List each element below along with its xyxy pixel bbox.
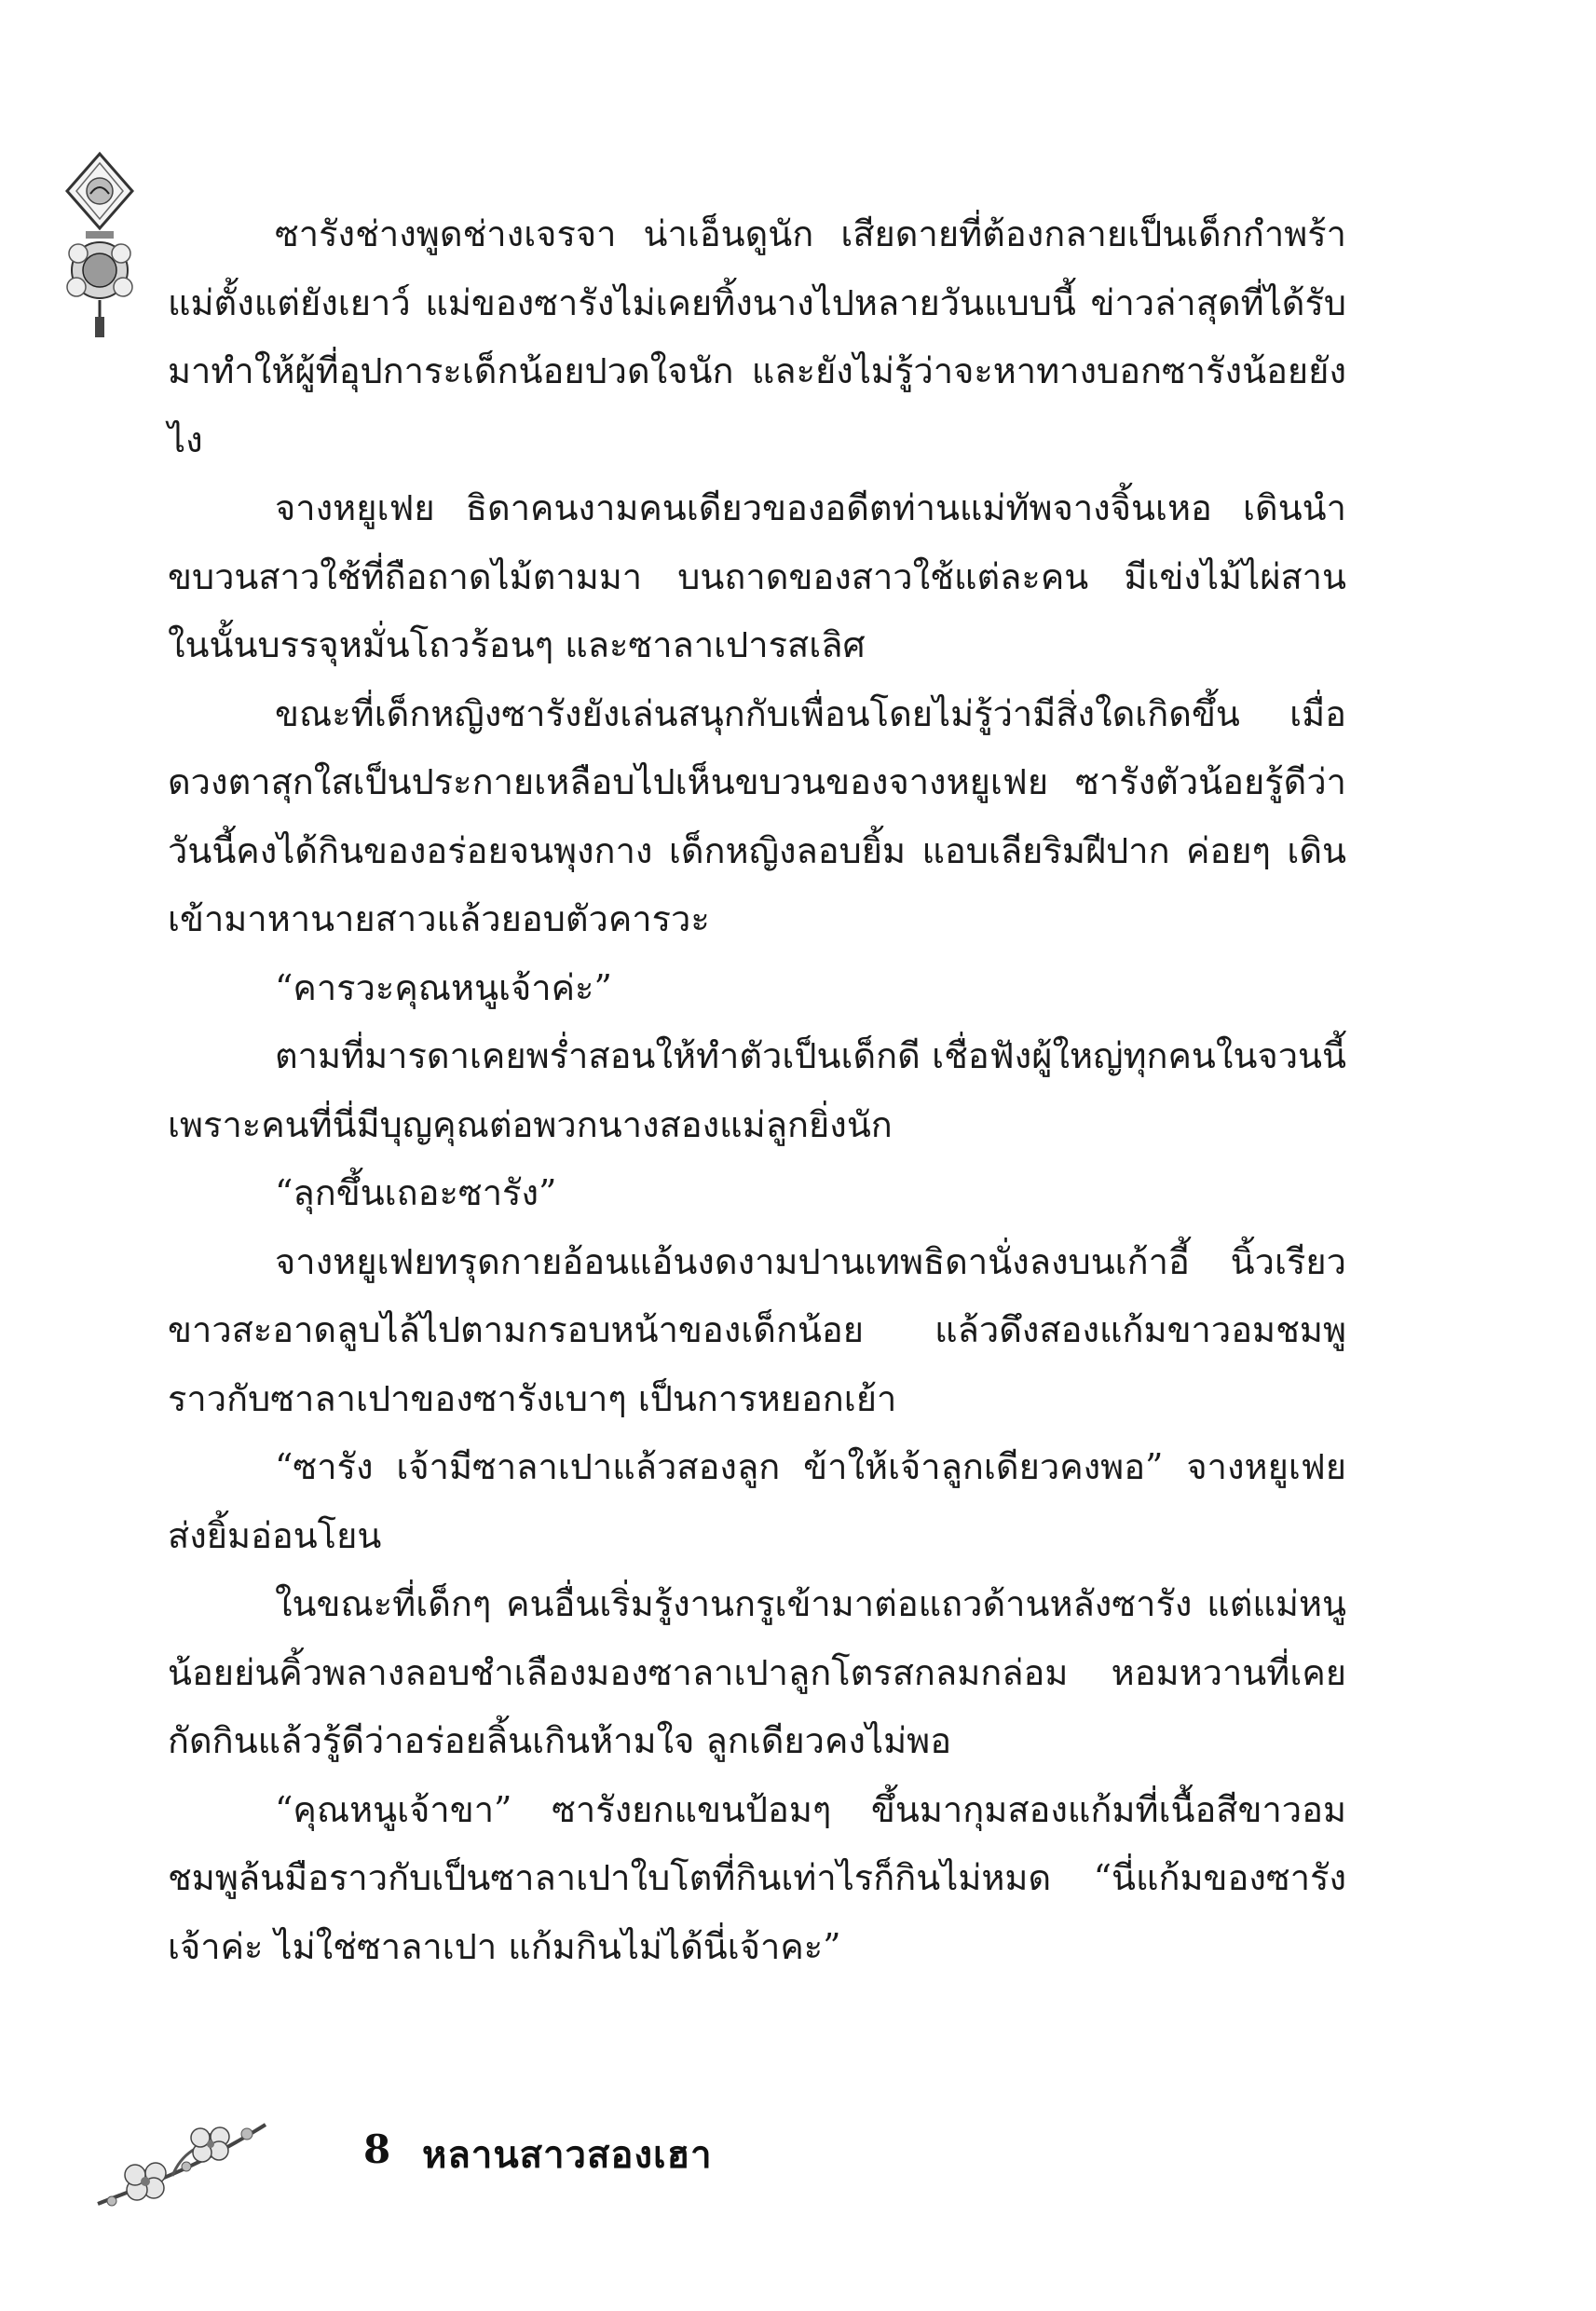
dialogue-line: “ซารัง เจ้ามีซาลาเปาแล้วสองลูก ข้าให้เจ้าลูกเดียวคงพอ” จางหยูเฟยส่งยิ้มอ่อนโยน [168, 1446, 1346, 1556]
decorative-chinese-charm-icon [58, 149, 142, 345]
book-title: หลานสาวสองเฮา [422, 2134, 713, 2177]
paragraph: ตามที่มารดาเคยพร่ำสอนให้ทำตัวเป็นเด็กดี เชื่อฟังผู้ใหญ่ทุกคนในจวนนี้ เพราะคนที่นี่มีบุญคุณต่อพวกนางสองแม่ลูกยิ่งนัก [168, 1035, 1346, 1145]
paragraph: ในขณะที่เด็กๆ คนอื่นเริ่มรู้งานกรูเข้ามาต่อแถวด้านหลังซารัง แต่แม่หนูน้อยย่นคิ้วพลางลอบชำเลืองมองซาลาเปาลูกโตรสกลมกล่อม หอมหวานที่เคยกัดกินแล้วรู้ดีว่าอร่อยลิ้นเกินห้ามใจ ลูกเดียวคงไม่พอ [168, 1583, 1346, 1761]
story-body [168, 200, 1346, 1981]
plum-blossom-branch-icon [89, 2097, 275, 2218]
paragraph: จางหยูเฟยทรุดกายอ้อนแอ้นงดงามปานเทพธิดานั่งลงบนเก้าอี้ นิ้วเรียวขาวสะอาดลูบไล้ไปตามกรอบหน้าของเด็กน้อย แล้วดึงสองแก้มขาวอมชมพูราวกับซาลาเปาของซารังเบาๆ เป็นการหยอกเย้า [168, 1240, 1346, 1419]
dialogue-line: “คุณหนูเจ้าขา” ซารังยกแขนป้อมๆ ขึ้นมากุมสองแก้มที่เนื้อสีขาวอมชมพูล้นมือราวกับเป็นซาลาเปาใบโตที่กินเท่าไรก็กินไม่หมด “นี่แก้มของซารังเจ้าค่ะ ไม่ใช่ซาลาเปา แก้มกินไม่ได้นี่เจ้าคะ” [168, 1788, 1346, 1967]
paragraph: ซารังช่างพูดช่างเจรจา น่าเอ็นดูนัก เสียดายที่ต้องกลายเป็นเด็กกำพร้าแม่ตั้งแต่ยังเยาว์ แม่ของซารังไม่เคยทิ้งนางไปหลายวันแบบนี้ ข่าวล่าสุดที่ได้รับมาทำให้ผู้ที่อุปการะเด็กน้อยปวดใจนัก และยังไม่รู้ว่าจะหาทางบอกซารังน้อยยังไง [168, 213, 1346, 460]
dialogue-line: “ลุกขึ้นเถอะซารัง” [275, 1172, 557, 1213]
page-number: 8 [363, 2126, 391, 2172]
paragraph: ขณะที่เด็กหญิงซารังยังเล่นสนุกกับเพื่อนโดยไม่รู้ว่ามีสิ่งใดเกิดขึ้น เมื่อดวงตาสุกใสเป็นประกายเหลือบไปเห็นขบวนของจางหยูเฟย ซารังตัวน้อยรู้ดีว่าวันนี้คงได้กินของอร่อยจนพุงกาง เด็กหญิงลอบยิ้ม แอบเลียริมฝีปาก ค่อยๆ เดินเข้ามาหานายสาวแล้วยอบตัวคารวะ [168, 692, 1346, 939]
page-footer [89, 2097, 741, 2218]
paragraph: จางหยูเฟย ธิดาคนงามคนเดียวของอดีตท่านแม่ทัพจางจิ้นเหอ เดินนำขบวนสาวใช้ที่ถือถาดไม้ตามมา บนถาดของสาวใช้แต่ละคน มีเข่งไม้ไผ่สาน ในนั้นบรรจุหมั่นโถวร้อนๆ และซาลาเปารสเลิศ [168, 487, 1346, 665]
dialogue-line: “คารวะคุณหนูเจ้าค่ะ” [275, 966, 612, 1008]
